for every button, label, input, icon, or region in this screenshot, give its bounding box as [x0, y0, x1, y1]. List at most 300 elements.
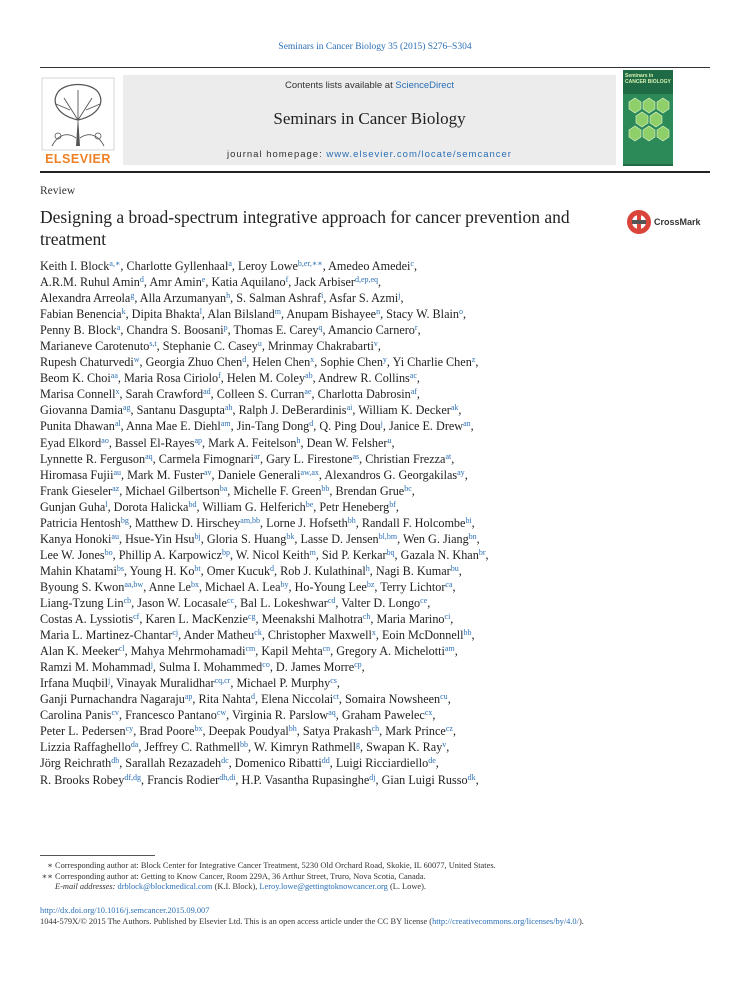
doi-link[interactable]: http://dx.doi.org/10.1016/j.semcancer.2015.09.007: [40, 906, 210, 915]
author-name: Alexandros G. Georgakilas: [324, 467, 458, 482]
footnotes: [40, 861, 710, 893]
author-name: D. James Morre: [275, 660, 355, 675]
article-title: Designing a broad-spectrum integrative approach for cancer prevention and treatment: [40, 207, 570, 249]
author-name: Amr Amin: [149, 275, 202, 290]
affiliation-marker[interactable]: ad: [203, 387, 211, 397]
author-name: Andrew R. Collins: [318, 371, 410, 386]
affiliation-marker[interactable]: cy: [125, 724, 134, 734]
author-name: Costas A. Lyssiotis: [40, 612, 134, 627]
author-name: Santanu Dasgupta: [136, 403, 225, 418]
affiliation-marker[interactable]: bn: [468, 531, 477, 541]
author-name: Janice E. Drew: [388, 419, 464, 434]
affiliation-marker[interactable]: be: [305, 499, 314, 509]
affiliation-marker[interactable]: d: [139, 275, 144, 285]
author-line: Patricia Hentosh$^{bg}$, Matthew D. Hirschey$^{am,bb}$, Lorne J. Hofseth$^{bh}$, Randall F. Holcombe$^{bi}$,: [40, 515, 475, 530]
elsevier-wordmark: ELSEVIER: [45, 152, 111, 166]
affiliation-marker[interactable]: bp: [222, 547, 230, 557]
affiliation-marker[interactable]: co: [262, 660, 270, 670]
affiliation-marker[interactable]: cf: [133, 612, 140, 622]
author-name: Marianeve Carotenuto: [40, 339, 150, 354]
affiliation-marker[interactable]: g: [356, 740, 361, 750]
affiliation-marker[interactable]: r: [414, 323, 418, 333]
affiliation-marker[interactable]: z: [471, 355, 476, 365]
author-name: Meenakshi Malhotra: [261, 612, 363, 627]
affiliation-marker[interactable]: ap: [184, 692, 193, 702]
author-line: Giovanna Damia$^{ag}$, Santanu Dasgupta$^{ah}$, Ralph J. DeBerardinis$^{ai}$, William K. Decker$^{ak}$,: [40, 403, 462, 418]
author-line: Fabian Benencia$^k$, Dipita Bhakta$^l$, Alan Bilsland$^m$, Anupam Bishayee$^n$, Stacy W. Blain$^o$,: [40, 307, 467, 322]
author-name: Stacy W. Blain: [386, 307, 459, 322]
author-name: Eoin McDonnell: [381, 628, 464, 643]
author-name: Rob J. Kulathinal: [280, 563, 366, 578]
affiliation-marker[interactable]: d: [270, 563, 275, 573]
footnote-text-1: Corresponding author at: Block Center for Integrative Cancer Treatment, 5230 Old Orchard Road, Skokie, IL 60077, United States.: [55, 861, 496, 870]
author-name: Dorota Halicka: [113, 499, 189, 514]
author-name: Michael P. Murphy: [236, 676, 331, 691]
affiliation-marker[interactable]: bz: [366, 579, 375, 589]
author-name: Somaira Nowsheen: [345, 692, 441, 707]
affiliation-marker[interactable]: bb: [240, 740, 249, 750]
homepage-link[interactable]: www.elsevier.com/locate/semcancer: [326, 149, 512, 160]
affiliation-marker[interactable]: o: [458, 307, 463, 317]
affiliation-marker[interactable]: w: [133, 355, 140, 365]
author-name: Kapil Mehta: [261, 644, 323, 659]
affiliation-marker[interactable]: h: [296, 435, 301, 445]
affiliation-marker[interactable]: aa,bw: [124, 579, 144, 589]
author-name: Carolina Panis: [40, 708, 112, 723]
author-name: Petr Heneberg: [319, 499, 390, 514]
affiliation-marker[interactable]: au: [113, 467, 122, 477]
affiliation-marker[interactable]: ag: [122, 403, 131, 413]
affiliation-marker[interactable]: bj: [194, 531, 201, 541]
author-name: Swapan K. Ray: [366, 740, 443, 755]
affiliation-marker[interactable]: u: [387, 435, 392, 445]
author-line: Ramzi M. Mohammad$^j$, Sulma I. Mohammed$^{co}$, D. James Morre$^{cp}$,: [40, 660, 365, 675]
author-name: Nagi B. Kumar: [375, 563, 451, 578]
author-name: Bal L. Lokeshwar: [240, 595, 328, 610]
affiliation-marker[interactable]: aa: [110, 371, 118, 381]
author-name: Kanya Honoki: [40, 531, 112, 546]
affiliation-marker[interactable]: de: [428, 756, 436, 766]
affiliation-marker[interactable]: bh: [347, 515, 356, 525]
affiliation-marker[interactable]: at: [445, 451, 452, 461]
author-line: Lynnette R. Ferguson$^{aq}$, Carmela Fimognari$^{ar}$, Gary L. Firestone$^{as}$, Christian Frezza$^{at}$,: [40, 451, 455, 466]
affiliation-marker[interactable]: n: [376, 307, 381, 317]
author-name: Amedeo Amedei: [328, 259, 411, 273]
author-name: Punita Dhawan: [40, 419, 115, 434]
affiliation-marker[interactable]: a,∗: [109, 259, 121, 268]
author-name: Gloria S. Huang: [206, 531, 287, 546]
affiliation-marker[interactable]: ai: [346, 403, 353, 413]
author-name: W. Kimryn Rathmell: [253, 740, 357, 755]
article-type: Review: [40, 185, 76, 197]
header-top-rule: [40, 67, 710, 68]
author-list: [40, 258, 710, 788]
affiliation-marker[interactable]: bg: [120, 515, 129, 525]
affiliation-marker[interactable]: m: [274, 307, 281, 317]
author-name: Lorne J. Hofseth: [266, 515, 348, 530]
affiliation-marker[interactable]: l: [105, 499, 108, 509]
affiliation-marker[interactable]: dh,di: [219, 772, 236, 782]
author-line: Mahin Khatami$^{bs}$, Young H. $Ko^{bt}$, Omer Kucuk$^d$, Rob J. Kulathinal$^h$, Nagi B. Kumar$^{bu}$,: [40, 563, 462, 578]
copyright-end: ).: [578, 917, 584, 926]
affiliation-marker[interactable]: bu: [450, 563, 459, 573]
affiliation-marker[interactable]: bh: [288, 724, 297, 734]
affiliation-marker[interactable]: f: [218, 371, 221, 381]
affiliation-marker[interactable]: y: [382, 355, 387, 365]
author-name: Omer Kucuk: [206, 563, 271, 578]
affiliation-marker[interactable]: bk: [286, 531, 295, 541]
affiliation-marker[interactable]: e: [201, 275, 206, 285]
author-name: Carmela Fimognari: [158, 451, 254, 466]
affiliation-marker[interactable]: cg: [247, 612, 256, 622]
affiliation-marker[interactable]: cj: [172, 628, 179, 638]
author-name: Brendan Grue: [335, 483, 405, 498]
affiliation-marker[interactable]: df,dg: [124, 772, 141, 782]
affiliation-marker[interactable]: v: [373, 339, 378, 349]
author-line: Lee W. Jones$^{bo}$, Phillip A. Karpowicz$^{bp}$, W. Nicol Keith$^m$, Sid P. Kerkar$^{bq}$, Gazala N. Khan$^{br}$,: [40, 547, 489, 562]
author-name: Georgia Zhuo Chen: [145, 355, 243, 370]
footnote-corresponding-1: [40, 861, 710, 872]
affiliation-marker[interactable]: cu: [440, 692, 448, 702]
affiliation-marker[interactable]: bo: [104, 547, 113, 557]
author-name: A.R.M. Ruhul Amin: [40, 275, 140, 290]
affiliation-marker[interactable]: d,ep,eq: [354, 275, 379, 285]
email-label: E-mail addresses:: [55, 882, 116, 891]
author-name: Katia Aquilano: [211, 275, 286, 290]
affiliation-marker[interactable]: d: [309, 419, 314, 429]
author-line: Kanya Honoki$^{au}$, Hsue-Yin Hsu$^{bj}$, Gloria S. Huang$^{bk}$, Lasse D. Jensen$^{bl,bm}$, Wen G. Jiang$^{bn}$,: [40, 531, 480, 546]
crossmark-badge[interactable]: [626, 209, 726, 237]
affiliation-marker[interactable]: bq: [386, 547, 395, 557]
author-name: Ganji Purnachandra Nagaraju: [40, 692, 185, 707]
affiliation-marker[interactable]: db: [111, 756, 120, 766]
affiliation-marker[interactable]: cn: [322, 644, 331, 654]
affiliation-marker[interactable]: cw: [216, 708, 227, 718]
author-name: Helen Chen: [252, 355, 311, 370]
author-line: Eyad Elkord$^{ao}$, Bassel El-Rayes$^{ap}$, Mark A. Feitelson$^h$, Dean W. Felsher$^u$,: [40, 435, 395, 450]
author-name: Anupam Bishayee: [286, 307, 377, 322]
footnote-text-2: Corresponding author at: Getting to Know Cancer, Room 229A, 36 Arthur Street, Truro, Nova Scotia, Canada.: [55, 871, 426, 881]
author-name: Colleen S. Curran: [216, 387, 305, 402]
affiliation-marker[interactable]: am: [444, 644, 455, 654]
author-line: Hiromasa Fujii$^{au}$, Mark M. Fuster$^{av}$, Daniele Generali$^{aw,ax}$, Alexandros G. Georgakilas$^{ay}$,: [40, 467, 468, 482]
affiliation-marker[interactable]: v: [442, 740, 447, 750]
affiliation-marker[interactable]: br: [478, 547, 486, 557]
author-name: Ander Matheu: [183, 628, 255, 643]
author-name: Gregory A. Michelotti: [336, 644, 445, 659]
affiliation-marker[interactable]: am,bb: [240, 515, 261, 525]
author-name: Asfar S. Azmi: [328, 291, 399, 306]
affiliation-marker[interactable]: by: [280, 579, 289, 589]
affiliation-marker[interactable]: ck: [254, 628, 262, 638]
affiliation-marker[interactable]: b,er,∗∗: [297, 259, 323, 268]
affiliation-marker[interactable]: bx: [190, 579, 199, 589]
affiliation-marker[interactable]: cp: [354, 660, 362, 670]
author-line: Rupesh Chaturvedi$^w$, Georgia Zhuo Chen$^d$, Helen Chen$^x$, Sophie Chen$^y$, Yi Charlie Chen$^z$,: [40, 355, 479, 370]
author-name: Alla Arzumanyan: [139, 291, 227, 306]
journal-masthead: [123, 75, 616, 165]
author-line: Costas A. Lyssiotis$^{cf}$, Karen L. MacKenzie$^{cg}$, Meenakshi Malhotra$^{ch}$, Maria Marino$^{ci}$,: [40, 612, 454, 627]
author-name: Rita Nahta: [198, 692, 251, 707]
author-name: Jack Arbiser: [294, 275, 355, 290]
affiliation-marker[interactable]: h: [365, 563, 370, 573]
author-name: Anne Le: [148, 579, 191, 594]
author-name: William K. Decker: [358, 403, 451, 418]
affiliation-marker[interactable]: ch: [371, 724, 380, 734]
author-name: W. Nicol Keith: [235, 547, 310, 562]
header-bottom-rule: [40, 171, 710, 173]
affiliation-marker[interactable]: ae: [304, 387, 312, 397]
affiliation-marker[interactable]: da: [130, 740, 139, 750]
cover-title: Seminars in CANCER BIOLOGY: [625, 73, 671, 85]
author-name: Charlotta Dabrosin: [317, 387, 411, 402]
author-name: Hiromasa Fujii: [40, 467, 114, 482]
affiliation-marker[interactable]: h: [226, 291, 231, 301]
affiliation-marker[interactable]: dc: [221, 756, 229, 766]
author-name: Gunjan Guha: [40, 499, 106, 514]
author-name: Lasse D. Jensen: [300, 531, 379, 546]
author-name: Peter L. Pedersen: [40, 724, 126, 739]
affiliation-marker[interactable]: bd: [188, 499, 197, 509]
author-name: Young H. Ko: [129, 563, 195, 578]
author-name: Ho-Young Lee: [294, 579, 367, 594]
affiliation-marker[interactable]: bb: [321, 483, 330, 493]
affiliation-marker[interactable]: cl: [118, 644, 125, 654]
journal-cover-thumbnail[interactable]: [623, 70, 673, 166]
author-name: Mahya Mehrmohamadi: [130, 644, 246, 659]
contents-prefix: Contents lists available at: [285, 80, 396, 91]
author-name: Domenico Ribatti: [234, 756, 322, 771]
affiliation-marker[interactable]: an: [463, 419, 471, 429]
author-name: Gary L. Firestone: [266, 451, 353, 466]
author-name: Alexandra Arreola: [40, 291, 131, 306]
affiliation-marker[interactable]: a: [228, 259, 232, 268]
author-name: Michelle F. Green: [233, 483, 322, 498]
author-name: Eyad Elkord: [40, 435, 102, 450]
author-name: Lizzia Raffaghello: [40, 740, 131, 755]
contents-line: [123, 80, 616, 91]
author-name: Patricia Hentosh: [40, 515, 121, 530]
author-line: Alexandra Arreola$^g$, Alla Arzumanyan$^h$, S. Salman Ashraf$^i$, Asfar S. Azmi$^j$,: [40, 291, 404, 306]
affiliation-marker[interactable]: bc: [404, 483, 412, 493]
affiliation-marker[interactable]: cv: [111, 708, 119, 718]
affiliation-marker[interactable]: a: [116, 323, 121, 333]
author-name: Bassel El-Rayes: [114, 435, 195, 450]
affiliation-marker[interactable]: bi: [465, 515, 472, 525]
author-name: Maria Rosa Ciriolo: [123, 371, 219, 386]
author-line: Keith I. Block$^{a,∗}$, Charlotte Gyllenhaal$^a$, Leroy Lowe$^{b,er,∗∗}$, Amedeo Amedei$^c$,: [40, 259, 417, 273]
author-name: Sulma I. Mohammed: [159, 660, 263, 675]
author-name: Sarallah Rezazadeh: [125, 756, 222, 771]
affiliation-marker[interactable]: u: [257, 339, 262, 349]
author-name: Christian Frezza: [365, 451, 446, 466]
footnote-corresponding-2: [40, 872, 710, 883]
author-line: Marisa Connell$^x$, Sarah Crawford$^{ad}$, Colleen S. Curran$^{ae}$, Charlotta Dabrosin$^{af}$,: [40, 387, 420, 402]
affiliation-marker[interactable]: s,t: [149, 339, 157, 349]
author-name: Francesco Pantano: [125, 708, 217, 723]
affiliation-marker[interactable]: cx: [424, 708, 433, 718]
author-name: R. Brooks Robey: [40, 772, 125, 787]
email-link-lowe[interactable]: Leroy.lowe@gettingtoknowcancer.org: [259, 882, 388, 891]
affiliation-marker[interactable]: cb: [123, 595, 132, 605]
author-name: Brad Poore: [139, 724, 195, 739]
author-line: Penny B. Block$^a$, Chandra S. Boosani$^p$, Thomas E. Carey$^q$, Amancio Carnero$^r$,: [40, 323, 421, 338]
affiliation-marker[interactable]: ct: [333, 692, 339, 702]
affiliation-marker[interactable]: av: [203, 467, 212, 477]
footnote-mark-1: ∗: [47, 861, 53, 870]
journal-reference[interactable]: Seminars in Cancer Biology 35 (2015) S276–S304: [278, 42, 472, 52]
affiliation-marker[interactable]: g: [130, 291, 135, 301]
affiliation-marker[interactable]: ap: [194, 435, 203, 445]
author-name: Deepak Poudyal: [208, 724, 289, 739]
author-line: Punita Dhawan$^{al}$, Anna Mae E. Diehl$^{am}$, Jin-Tang Dong$^d$, Q. Ping Dou$^j$, Janice E. Drew$^{an}$,: [40, 419, 474, 434]
author-name: Jörg Reichrath: [40, 756, 112, 771]
affiliation-marker[interactable]: j: [150, 660, 153, 670]
author-name: Irfana Muqbil: [40, 676, 109, 691]
email-owner-lowe: (L. Lowe).: [387, 882, 426, 891]
affiliation-marker[interactable]: d: [250, 692, 255, 702]
affiliation-marker[interactable]: ba: [219, 483, 228, 493]
author-name: Thomas E. Carey: [233, 323, 319, 338]
affiliation-marker[interactable]: dd: [321, 756, 330, 766]
footnote-mark-2: ∗∗: [41, 871, 53, 881]
journal-name: Seminars in Cancer Biology: [273, 109, 466, 128]
author-name: Sophie Chen: [320, 355, 383, 370]
author-name: Michael A. Lea: [205, 579, 281, 594]
affiliation-marker[interactable]: x: [115, 387, 120, 397]
author-name: Anna Mae E. Diehl: [126, 419, 221, 434]
affiliation-marker[interactable]: k: [121, 307, 126, 317]
author-line: Jörg Reichrath$^{db}$, Sarallah Rezazadeh$^{dc}$, Domenico Ribatti$^{dd}$, Luigi Ricciardiello$^{de}$,: [40, 756, 439, 771]
affiliation-marker[interactable]: bt: [194, 563, 201, 573]
author-name: Mark A. Feitelson: [208, 435, 297, 450]
affiliation-marker[interactable]: cm: [245, 644, 256, 654]
email-addresses: [40, 882, 710, 893]
affiliation-marker[interactable]: cc: [226, 595, 235, 605]
affiliation-marker[interactable]: ci: [444, 612, 451, 622]
affiliation-marker[interactable]: d: [242, 355, 247, 365]
author-name: Amancio Carnero: [327, 323, 415, 338]
affiliation-marker[interactable]: m: [309, 547, 316, 557]
author-line: Frank Gieseler$^{az}$, Michael Gilbertson$^{ba}$, Michelle F. Green$^{bb}$, Brendan Grue$^{bc}$,: [40, 483, 415, 498]
author-name: Dipita Bhakta: [131, 307, 200, 322]
author-name: Gian Luigi Russo: [381, 772, 468, 787]
affiliation-marker[interactable]: j: [380, 419, 383, 429]
email-owner-block: (K.I. Block),: [212, 882, 260, 891]
author-name: Mark M. Fuster: [127, 467, 204, 482]
affiliation-marker[interactable]: dj: [369, 772, 376, 782]
affiliation-marker[interactable]: aq: [328, 708, 336, 718]
affiliation-marker[interactable]: cs: [330, 676, 337, 686]
author-name: Giovanna Damia: [40, 403, 123, 418]
affiliation-marker[interactable]: ar: [253, 451, 261, 461]
affiliation-marker[interactable]: x: [310, 355, 315, 365]
author-name: Randall F. Holcombe: [361, 515, 466, 530]
affiliation-marker[interactable]: ch: [362, 612, 371, 622]
affiliation-marker[interactable]: ca: [445, 579, 453, 589]
affiliation-marker[interactable]: ce: [420, 595, 428, 605]
author-line: Maria L. Martinez-Chantar$^{cj}$, Ander Matheu$^{ck}$, Christopher Maxwell$^x$, Eoin McDonnell$^{bb}$,: [40, 628, 475, 643]
affiliation-marker[interactable]: bf: [389, 499, 396, 509]
author-name: Satya Prakash: [302, 724, 372, 739]
affiliation-marker[interactable]: q: [318, 323, 323, 333]
affiliation-marker[interactable]: af: [410, 387, 417, 397]
author-name: Sarah Crawford: [125, 387, 204, 402]
author-name: Byoung S. Kwon: [40, 579, 125, 594]
affiliation-marker[interactable]: ao: [101, 435, 109, 445]
author-name: Chandra S. Boosani: [126, 323, 224, 338]
affiliation-marker[interactable]: aw,ax: [300, 467, 319, 477]
author-name: Maria Marino: [376, 612, 445, 627]
affiliation-marker[interactable]: aq: [145, 451, 153, 461]
affiliation-marker[interactable]: au: [111, 531, 119, 541]
sciencedirect-link[interactable]: ScienceDirect: [395, 80, 454, 91]
affiliation-marker[interactable]: bs: [116, 563, 124, 573]
affiliation-marker[interactable]: i: [321, 291, 324, 301]
copyright-text: 1044-579X/© 2015 The Authors. Published by Elsevier Ltd. This is an open access article under the CC BY license (: [40, 917, 433, 926]
author-name: Jason W. Locasale: [137, 595, 227, 610]
affiliation-marker[interactable]: bx: [194, 724, 203, 734]
author-name: Lynnette R. Ferguson: [40, 451, 146, 466]
affiliation-marker[interactable]: ah: [224, 403, 233, 413]
author-line: Lizzia Raffaghello$^{da}$, Jeffrey C. Rathmell$^{bb}$, W. Kimryn Rathmell$^g$, Swapan K. Ray$^v$,: [40, 740, 450, 755]
author-name: Phillip A. Karpowicz: [118, 547, 222, 562]
affiliation-marker[interactable]: ab: [305, 371, 313, 381]
author-line: Irfana Muqbil$^j$, Vinayak Muralidhar$^{cq,cr}$, Michael P. Murphy$^{cs}$,: [40, 676, 340, 691]
affiliation-marker[interactable]: bb: [463, 628, 472, 638]
author-name: Hsue-Yin Hsu: [125, 531, 195, 546]
copyright-line: [40, 917, 584, 926]
affiliation-marker[interactable]: am: [220, 419, 231, 429]
author-name: Leroy Lowe: [238, 259, 298, 273]
affiliation-marker[interactable]: j: [108, 676, 111, 686]
author-name: Yi Charlie Chen: [392, 355, 472, 370]
affiliation-marker[interactable]: ak: [450, 403, 459, 413]
author-line: Ganji Purnachandra Nagaraju$^{ap}$, Rita Nahta$^d$, Elena Niccolai$^{ct}$, Somaira Nowsheen$^{cu}$,: [40, 692, 451, 707]
author-name: Ramzi M. Mohammad: [40, 660, 151, 675]
author-line: Carolina Panis$^{cv}$, Francesco Pantano$^{cw}$, Virginia R. Parslow$^{aq}$, Graham Pawelec$^{cx}$,: [40, 708, 436, 723]
author-line: Liang-Tzung Lin$^{cb}$, Jason W. Locasale$^{cc}$, Bal L. Lokeshwar$^{cd}$, Valter D. Longo$^{ce}$,: [40, 595, 431, 610]
author-name: Charlotte Gyllenhaal: [126, 259, 229, 273]
affiliation-marker[interactable]: cz: [445, 724, 453, 734]
author-name: Luigi Ricciardiello: [335, 756, 429, 771]
author-line: A.R.M. Ruhul Amin$^d$, Amr Amin$^e$, Katia Aquilano$^f$, Jack Arbiser$^{d,ep,eq}$,: [40, 275, 382, 290]
homepage-prefix: journal homepage:: [227, 149, 327, 160]
affiliation-marker[interactable]: j: [398, 291, 401, 301]
author-name: S. Salman Ashraf: [236, 291, 322, 306]
affiliation-marker[interactable]: az: [112, 483, 120, 493]
affiliation-marker[interactable]: c: [410, 259, 414, 268]
affiliation-marker[interactable]: p: [223, 323, 228, 333]
affiliation-marker[interactable]: x: [371, 628, 376, 638]
affiliation-marker[interactable]: bl,bm: [378, 531, 398, 541]
author-name: Helen M. Coley: [226, 371, 306, 386]
affiliation-marker[interactable]: l: [199, 307, 202, 317]
affiliation-marker[interactable]: al: [114, 419, 121, 429]
affiliation-marker[interactable]: dk: [467, 772, 476, 782]
author-line: R. Brooks Robey$^{df,dg}$, Francis Rodier$^{dh,di}$, H.P. Vasantha Rupasinghe$^{dj}$, Gian Luigi Russo$^{dk}$,: [40, 772, 479, 787]
affiliation-marker[interactable]: ay: [457, 467, 465, 477]
affiliation-marker[interactable]: cq,cr: [214, 676, 231, 686]
license-link[interactable]: http://creativecommons.org/licenses/by/4.0/: [432, 917, 579, 926]
affiliation-marker[interactable]: ac: [409, 371, 417, 381]
crossmark-icon: [626, 209, 652, 235]
affiliation-marker[interactable]: f: [285, 275, 289, 285]
author-name: Maria L. Martinez-Chantar: [40, 628, 173, 643]
affiliation-marker[interactable]: cd: [327, 595, 336, 605]
email-link-block[interactable]: drblock@blockmedical.com: [117, 882, 213, 891]
affiliation-marker[interactable]: as: [352, 451, 360, 461]
